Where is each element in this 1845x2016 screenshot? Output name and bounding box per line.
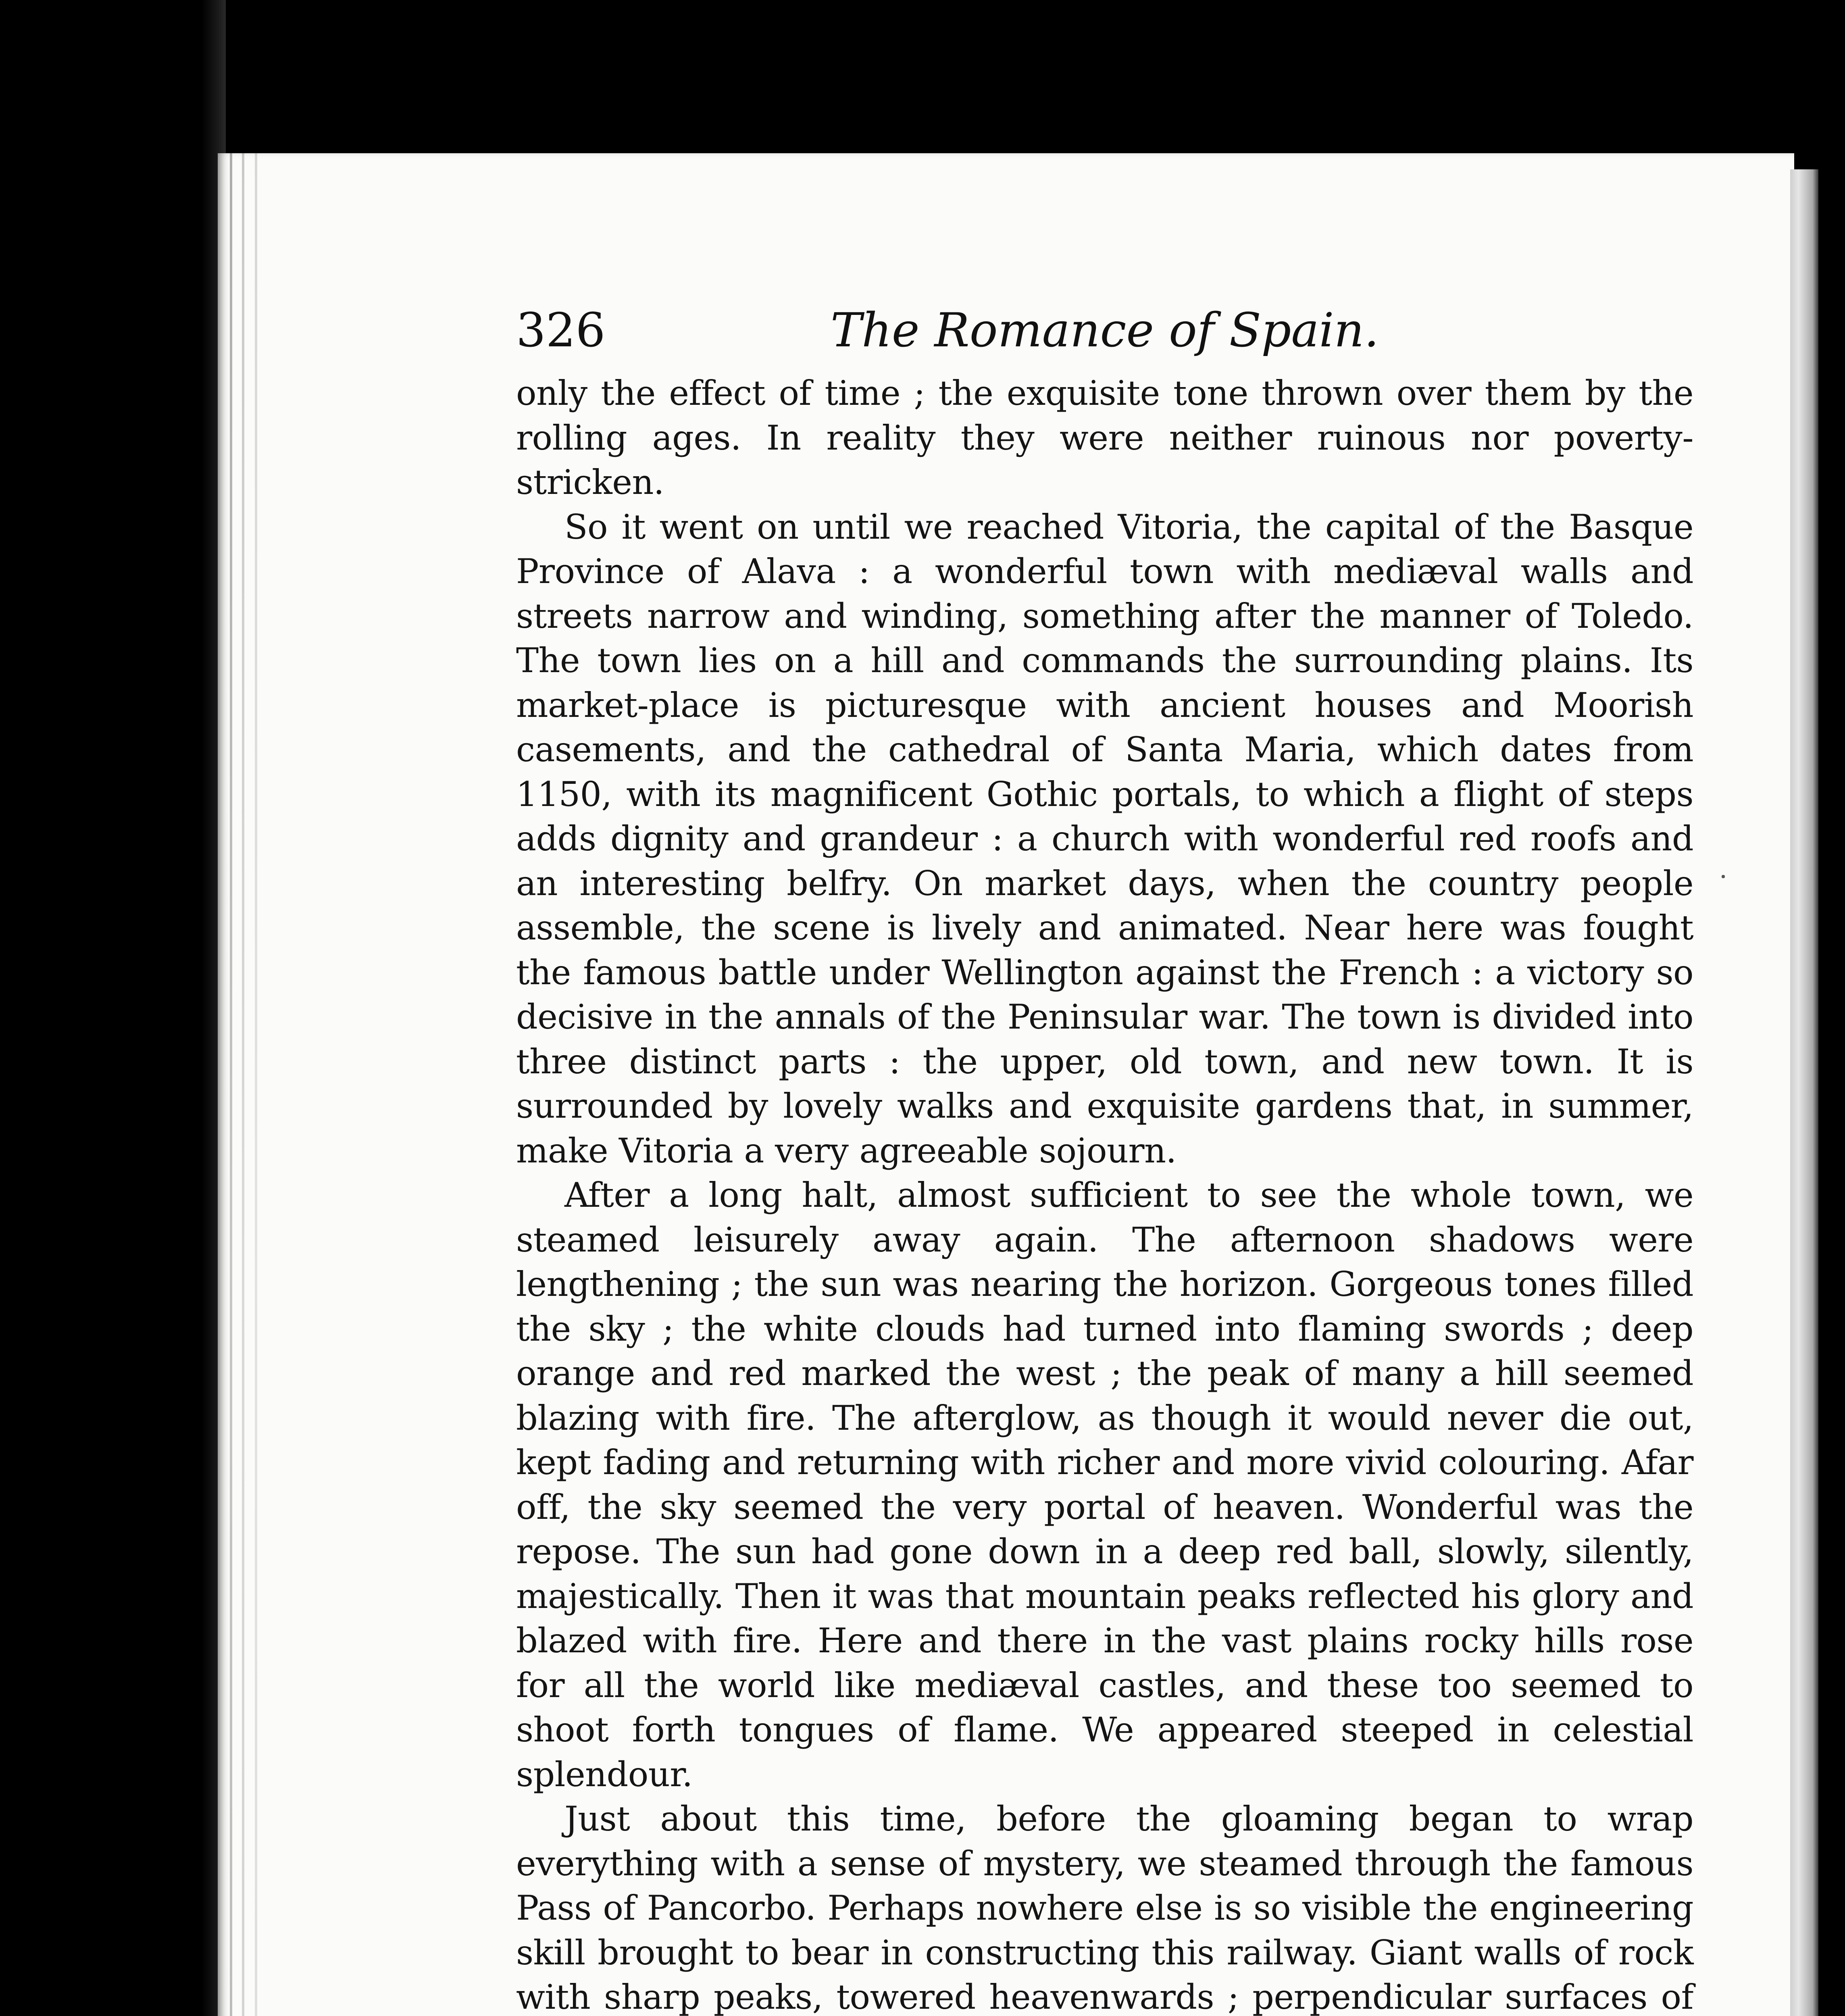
scan-right-border — [1818, 0, 1845, 2016]
adjacent-page-edge — [1790, 169, 1818, 2016]
page-header — [516, 298, 1693, 363]
running-title: The Romance of Spain. — [830, 303, 1379, 358]
scan-speck — [1722, 875, 1725, 878]
page-number: 326 — [516, 303, 606, 358]
scan-left-border — [0, 0, 226, 2016]
body-text — [516, 371, 1693, 2016]
paragraph: Just about this time, before the gloaming began to wrap everything with a sense of mystery, we steamed through the famous Pass of Pancorbo. Perhaps nowhere else is so visible the engineering skill brought to bear in constructing this railway. Giant walls of rock with sharp peaks, towered heavenwards ; perpendicular surfaces of — [516, 1799, 1693, 2016]
gutter-shadow-line — [230, 153, 232, 2016]
gutter-shadow-line — [255, 153, 257, 2016]
paragraph: After a long halt, almost sufficient to see the whole town, we steamed leisurely away again. The afternoon shadows were lengthening ; the sun was nearing the horizon. Gorgeous tones filled the sky ; the white clouds had turned into flaming swords ; deep orange and red marked the west ; the peak of many a hill seemed blazing with fire. The afterglow, as though it would never die out, kept fading and returning with richer and more vivid colouring. Afar off, the sky seemed the very portal of heaven. Wonderful was the repose. The sun had gone down in a deep red ball, slowly, silently, majestically. Then it was that mountain peaks reflected his glory and blazed with fire. Here and there in the vast plains rocky hills rose for all the world like mediæval castles, and these too seemed to shoot forth tongues of flame. We appeared steeped in celestial splendour. — [516, 1175, 1693, 1794]
gutter-shadow-line — [242, 153, 244, 2016]
paragraph: So it went on until we reached Vitoria, the capital of the Basque Province of Alava : a wonderful town with mediæval walls and streets narrow and winding, something after the manner of Toledo. The town lies on a hill and commands the surrounding plains. Its market-place is picturesque with ancient houses and Moorish casements, and the cathedral of Santa Maria, which dates from 1150, with its magnificent Gothic portals, to which a flight of steps adds dignity and grandeur : a church with wonderful red roofs and an interesting belfry. On market days, when the country people assemble, the scene is lively and animated. Near here was fought the famous battle under Wellington against the French : a victory so decisive in the annals of the Peninsular war. The town is divided into three distinct parts : the upper, old town, and new town. It is surrounded by lovely walks and exquisite gardens that, in summer, make Vitoria a very agreeable sojourn. — [516, 507, 1693, 1170]
paragraph: only the effect of time ; the exquisite tone thrown over them by the rolling ages. In reality they were neither ruinous nor poverty-stricken. — [516, 373, 1693, 502]
